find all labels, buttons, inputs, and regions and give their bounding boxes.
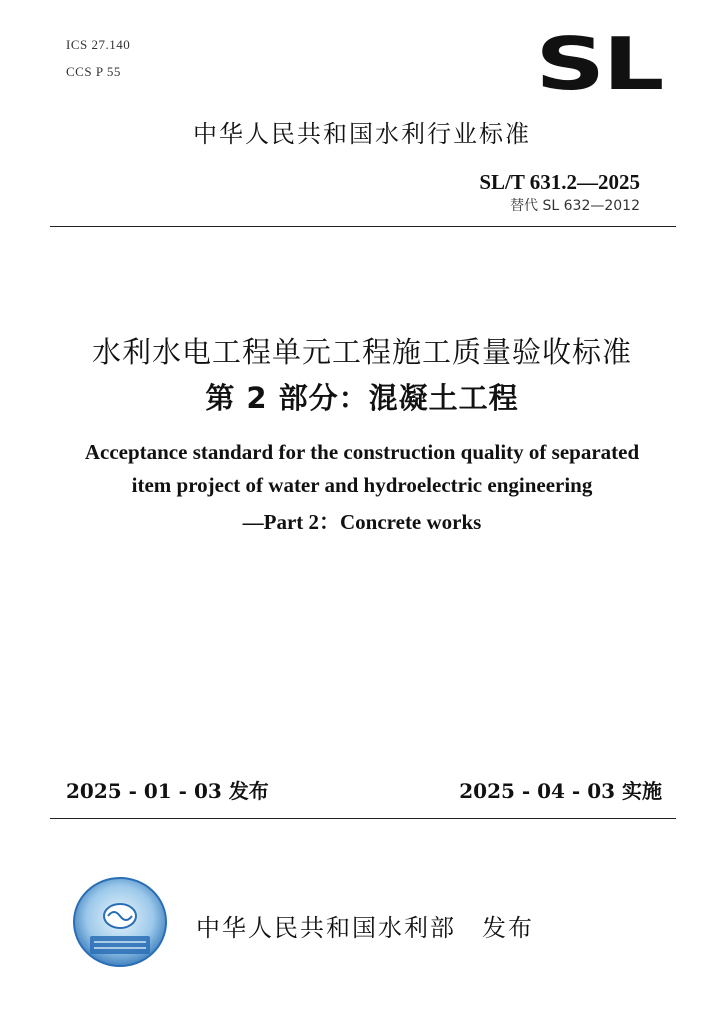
- industry-standard-title: 中华人民共和国水利行业标准: [193, 120, 531, 148]
- anti-counterfeit-hologram-seal-icon: [70, 876, 170, 972]
- bottom-divider: [50, 818, 676, 819]
- replaces-standard: 替代 SL 632—2012: [510, 198, 640, 214]
- standard-number: SL/T 631.2—2025: [479, 170, 640, 194]
- issue-date: 2025 - 01 - 03 发布: [66, 779, 269, 803]
- english-title-line-1: Acceptance standard for the construction quality of separated: [84, 440, 640, 464]
- ccs-code: CCS P 55: [66, 64, 121, 79]
- chinese-title-line-2: 第 2 部分：混凝土工程: [205, 381, 519, 415]
- english-title-line-3: —Part 2：Concrete works: [242, 510, 482, 534]
- top-divider: [50, 226, 676, 227]
- ics-code: ICS 27.140: [66, 37, 131, 52]
- publisher: 中华人民共和国水利部 发布: [196, 914, 534, 942]
- english-title-line-2: item project of water and hydroelectric engineering: [131, 473, 593, 497]
- sl-logo: SL: [535, 22, 662, 106]
- implementation-date: 2025 - 04 - 03 实施: [459, 779, 662, 803]
- chinese-title-line-1: 水利水电工程单元工程施工质量验收标准: [91, 335, 632, 369]
